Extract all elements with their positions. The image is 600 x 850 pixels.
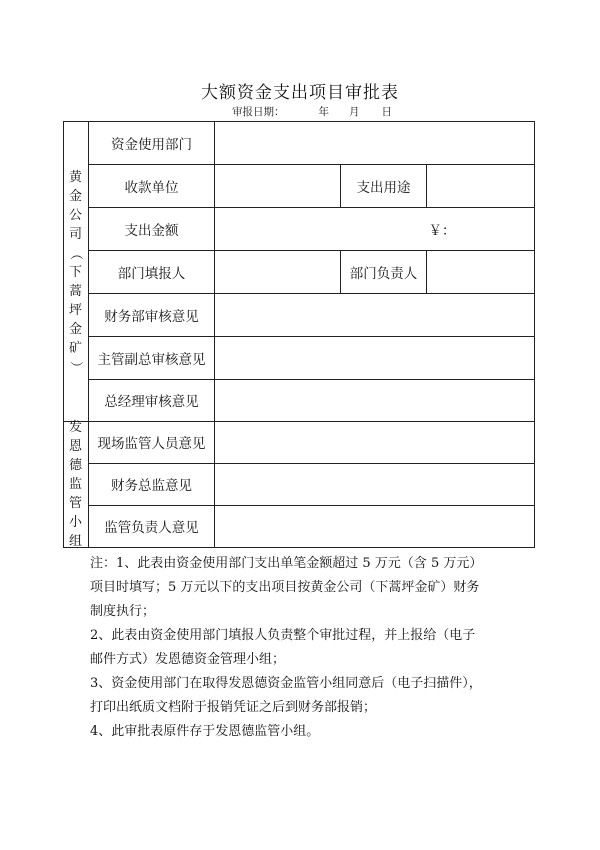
vp-review-cell[interactable]	[215, 337, 534, 379]
note-line: 打印出纸质文档附于报销凭证之后到财务部报销；	[90, 700, 377, 715]
note-line: 注：1、此表由资金使用部门支出单笔金额超过 5 万元（含 5 万元）	[90, 556, 483, 571]
label-gm-review: 总经理审核意见	[104, 394, 199, 410]
note-line: 邮件方式）发恩德资金管理小组；	[90, 652, 286, 667]
notes-section	[90, 552, 530, 744]
approval-table	[63, 121, 535, 548]
label-onsite-supervisor: 现场监管人员意见	[97, 436, 206, 452]
label-purpose: 支出用途	[356, 179, 411, 196]
day-label: 日	[381, 106, 392, 118]
note-line: 制度执行；	[90, 604, 156, 619]
dept-head-value-cell[interactable]	[427, 251, 534, 293]
label-payee: 收款单位	[124, 179, 179, 196]
label-vp-review: 主管副总审核意见	[97, 351, 206, 368]
label-finance-review: 财务部审核意见	[104, 308, 199, 325]
note-line: 3、资金使用部门在取得发恩德资金监管小组同意后（电子扫描件），	[90, 676, 482, 691]
payee-value-cell[interactable]	[215, 165, 340, 207]
finance-director-cell[interactable]	[215, 464, 534, 505]
amount-value-cell[interactable]	[215, 208, 426, 250]
label-finance-director: 财务总监意见	[111, 478, 192, 494]
side-label-supervision-group: 发 恩 德 监 管 小 组	[68, 419, 82, 549]
report-date-label: 审报日期：	[232, 106, 285, 118]
year-label: 年	[318, 106, 329, 118]
finance-review-cell[interactable]	[215, 294, 534, 336]
onsite-supervisor-cell[interactable]	[215, 422, 534, 463]
gm-review-cell[interactable]	[215, 380, 534, 421]
form-title: 大额资金支出项目审批表	[201, 83, 399, 103]
dept-value-cell[interactable]	[215, 122, 534, 164]
label-dept-head: 部门负责人	[349, 265, 418, 282]
report-date-line	[232, 104, 392, 119]
label-supervision-head: 监管负责人意见	[104, 520, 199, 536]
label-amount: 支出金额	[124, 222, 179, 239]
supervision-head-cell[interactable]	[215, 506, 534, 547]
note-line: 4、此审批表原件存于发恩德监管小组。	[90, 724, 320, 739]
month-label: 月	[349, 106, 360, 118]
note-line: 2、此表由资金使用部门填报人负责整个审批过程，并上报给（电子	[90, 628, 476, 643]
label-filer: 部门填报人	[117, 265, 186, 282]
label-dept: 资金使用部门	[111, 136, 192, 153]
purpose-value-cell[interactable]	[427, 165, 534, 207]
side-label-gold-company: 黄 金 公 司 （ 下 蒿 坪 金 矿 ）	[67, 169, 83, 374]
note-line: 项目时填写；5 万元以下的支出项目按黄金公司（下蒿坪金矿）财务	[90, 580, 480, 595]
filer-value-cell[interactable]	[215, 251, 340, 293]
currency-label: ￥：	[428, 222, 456, 239]
